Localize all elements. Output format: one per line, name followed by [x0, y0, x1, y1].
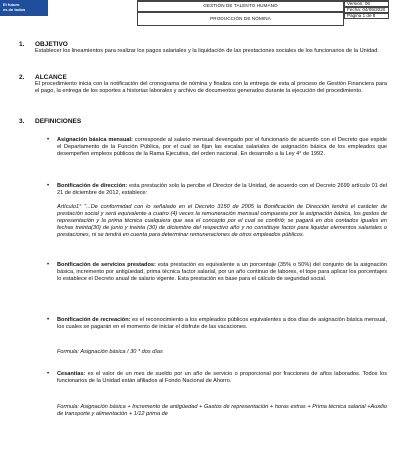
definition-asignacion	[57, 137, 387, 158]
section-2-text: El procedimiento inicia con la notificación del cronograma de nómina y finaliza con la entrega de esta al proceso de Gestión Financiera para el pago, la entrega de los soportes a historias laborales y archivo de documentos generados durante la ejecución del procedimiento.	[35, 81, 387, 95]
definition-formula: Formula: Asignación básica + Incremento de antigüedad + Gastos de representación + horas extras + Prima técnica salarial +Auxilio de transporte y alimentación + 1/12 prima de	[57, 404, 387, 418]
definition-bonificacion-direccion	[57, 183, 387, 197]
definition-term: Bonificación de recreación:	[57, 317, 131, 323]
process-area-cell	[137, 1, 344, 12]
section-2-number: 2.	[19, 74, 25, 81]
definition-term: Asignación básica mensual:	[57, 137, 133, 143]
definition-recreacion	[57, 317, 387, 331]
section-1-text: Establecer los lineamientos para realizar los pagos salariales y la liquidación de las prestaciones sociales de los funcionarios de la Unidad.	[35, 48, 379, 54]
definition-term: Bonificación de servicios prestados:	[57, 262, 156, 268]
bullet-icon: •	[47, 183, 50, 189]
definition-text: esta prestación solo la percibe el Director de la Unidad, de acuerdo con el Decreto 2699 artículo 01 del 21 de diciembre de 2012, establece:	[57, 183, 387, 197]
bullet-icon: •	[47, 137, 50, 143]
definition-text: es el valor de un mes de sueldo por un año de servicio o proporcional por fracciones de años laborados. Todos los funcionarios de la Unidad están afiliados al Fondo Nacional de Ahorro.	[57, 371, 387, 385]
definition-text: es el reconocimiento a los empleados públicos equivalentes a dos días de asignación básica mensual, los cuales se pagarán en el momento de iniciar el disfrute de las vacaciones.	[57, 317, 387, 331]
definition-text: esta prestación es equivalente a un porcentaje (35% o 50%) del conjunto de la asignación básica, incremento por antigüedad, prima técnica factor salarial, por un año continuo de labores, el tope para aplicar los porcentajes lo establece el Decreto anual de salario vigente. Esta prestación es base para el cálculo de seguridad social.	[57, 262, 387, 283]
section-3-title: DEFINICIONES	[35, 118, 82, 125]
definition-cesantias	[57, 371, 387, 385]
bullet-icon: •	[47, 262, 50, 268]
definition-servicios-prestados	[57, 262, 387, 283]
bullet-icon: •	[47, 317, 50, 323]
definition-term: Bonificación de dirección:	[57, 183, 128, 189]
date-text: Fecha: 04/09/2020	[347, 6, 386, 12]
logo-line-1: El futuro	[3, 2, 20, 7]
page-cell	[344, 13, 389, 19]
version-text: Versión: 06	[347, 0, 370, 6]
procedure-name: PRODUCCIÓN DE NÓMINA	[210, 15, 271, 21]
bullet-icon: •	[47, 371, 50, 377]
section-3-number: 3.	[19, 118, 25, 125]
definition-text: corresponde al salario mensual devengado por el funcionario de acuerdo con el Decreto que expide el Departamento de la Función Pública, por el cual se fijan las escalas salariales de asignación básica de los empleados que desempeñen empleos públicos de la Rama Ejecutiva, del orden nacional. En desarrollo a la Ley 4° de 1992.	[57, 137, 387, 158]
definition-quote: Artículo1° "...De conformidad con lo señalado en el Decreto 3150 de 2005 la Bonificación de Dirección tendrá el carácter de prestación social y será equivalente a cuatro (4) veces la remuneración mensual compuesta por la asignación básica, los gastos de representación y la prima técnica cualquiera que sea el concepto por el cual se confirió; se pagará en dos contados iguales en fechas treinta(30) de junio y treinta (30) de diciembre del respectivo año y no constituye factor para liquidar elementos salariales o prestaciones, ni se tendrá en cuenta para determinar remuneraciones de otros empleados públicos.	[57, 204, 387, 239]
definition-term: Cesantías:	[57, 371, 86, 377]
logo-line-2: es de todos	[3, 6, 26, 12]
section-1-number: 1.	[19, 41, 25, 48]
procedure-name-cell	[137, 12, 344, 26]
definition-formula: Formula: Asignación básica / 30 * dos días	[57, 349, 163, 355]
entity-logo	[0, 0, 48, 16]
process-area: GESTIÓN DE TALENTO HUMANO	[203, 3, 278, 9]
document-header	[0, 0, 400, 27]
section-1-title: OBJETIVO	[35, 41, 68, 48]
page-number: Página 1 de 8	[347, 12, 376, 18]
logo-text	[3, 3, 25, 12]
section-2-title: ALCANCE	[35, 74, 67, 81]
